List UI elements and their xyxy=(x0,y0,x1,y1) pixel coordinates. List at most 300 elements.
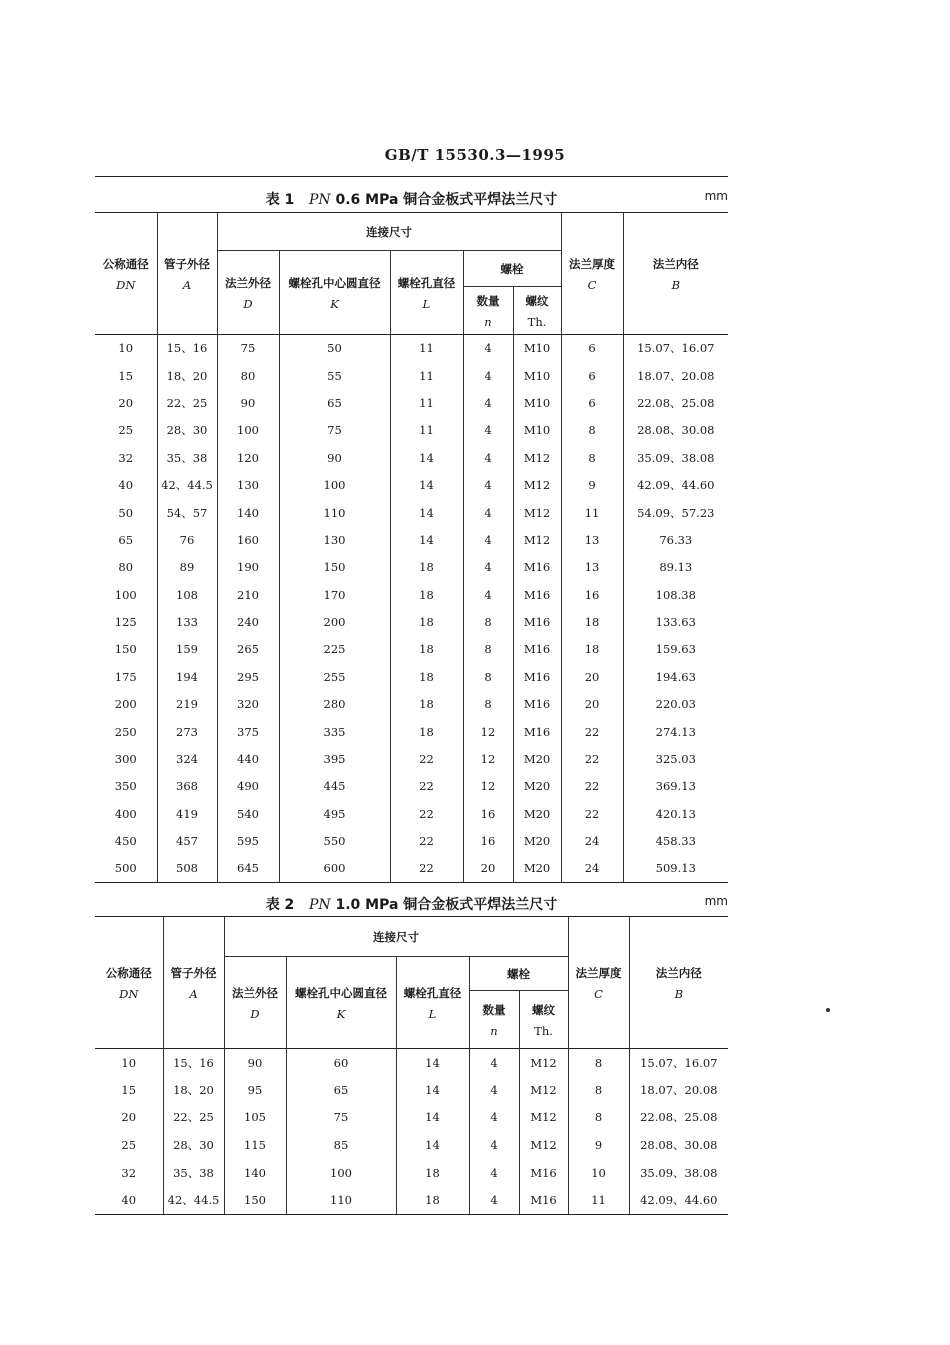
thickness-cell: 13 xyxy=(561,526,623,553)
dn-cell: 80 xyxy=(95,554,157,581)
bolt-hole-cell: 22 xyxy=(390,773,463,800)
bolt-hole-cell: 14 xyxy=(390,499,463,526)
dn-cell: 200 xyxy=(95,691,157,718)
bolt-circle-cell: 445 xyxy=(279,773,390,800)
bolt-thread-cell: M16 xyxy=(519,1186,568,1214)
pipe-od-cell: 22、25 xyxy=(163,1104,224,1132)
table-row xyxy=(95,1076,728,1104)
thickness-cell: 24 xyxy=(561,855,623,882)
thickness-cell: 6 xyxy=(561,335,623,362)
table2-body xyxy=(95,1049,728,1215)
table-row xyxy=(95,554,728,581)
flange-od-cell: 130 xyxy=(217,471,279,498)
bolt-thread-cell: M10 xyxy=(513,389,561,416)
bolt-qty-cell: 4 xyxy=(469,1159,519,1187)
pipe-od-cell: 508 xyxy=(157,855,217,882)
table1-caption xyxy=(95,189,728,209)
dn-cell: 10 xyxy=(95,1049,163,1077)
pipe-od-cell: 194 xyxy=(157,663,217,690)
thickness-cell: 22 xyxy=(561,718,623,745)
dn-cell: 150 xyxy=(95,636,157,663)
flange-id-cell: 54.09、57.23 xyxy=(623,499,728,526)
flange-id-cell: 28.08、30.08 xyxy=(623,417,728,444)
flange-id-cell: 42.09、44.60 xyxy=(629,1186,728,1214)
bolt-hole-cell: 22 xyxy=(390,855,463,882)
bolt-hole-cell: 14 xyxy=(396,1049,469,1077)
flange-od-cell: 115 xyxy=(224,1131,286,1159)
thickness-cell: 18 xyxy=(561,608,623,635)
dn-cell: 250 xyxy=(95,718,157,745)
dn-cell: 125 xyxy=(95,608,157,635)
bolt-circle-cell: 600 xyxy=(279,855,390,882)
bolt-thread-cell: M20 xyxy=(513,800,561,827)
pipe-od-cell: 76 xyxy=(157,526,217,553)
bolt-thread-cell: M12 xyxy=(519,1076,568,1104)
bolt-thread-cell: M16 xyxy=(513,581,561,608)
bolt-thread-cell: M16 xyxy=(513,663,561,690)
bolt-thread-cell: M12 xyxy=(519,1049,568,1077)
connection-header: 连接尺寸 xyxy=(224,917,568,957)
bolt-qty-cell: 4 xyxy=(469,1049,519,1077)
thickness-cell: 22 xyxy=(561,773,623,800)
pipe-od-cell: 42、44.5 xyxy=(163,1186,224,1214)
dn-header: 公称通径 DN xyxy=(95,917,163,1049)
pipe-od-cell: 457 xyxy=(157,828,217,855)
bolt-thread-cell: M16 xyxy=(513,718,561,745)
thickness-cell: 11 xyxy=(561,499,623,526)
thickness-cell: 9 xyxy=(568,1131,629,1159)
bolt-header: 螺栓 xyxy=(463,251,561,287)
bolt-hole-cell: 18 xyxy=(390,581,463,608)
table2 xyxy=(95,916,728,1215)
page-header: GB/T 15530.3—1995 xyxy=(384,146,566,164)
bolt-hole-cell: 22 xyxy=(390,800,463,827)
pipe-od-cell: 18、20 xyxy=(163,1076,224,1104)
table1-head xyxy=(95,213,728,335)
flange-id-cell: 220.03 xyxy=(623,691,728,718)
flange-id-cell: 325.03 xyxy=(623,745,728,772)
table-row xyxy=(95,1131,728,1159)
table-row xyxy=(95,636,728,663)
bolt-hole-cell: 18 xyxy=(390,663,463,690)
bolt-hole-header: 螺栓孔直径 L xyxy=(396,957,469,1049)
bolt-circle-cell: 495 xyxy=(279,800,390,827)
pipe-od-header: 管子外径 A xyxy=(157,213,217,335)
connection-header: 连接尺寸 xyxy=(217,213,561,251)
flange-od-cell: 240 xyxy=(217,608,279,635)
bolt-thread-cell: M12 xyxy=(513,444,561,471)
flange-id-cell: 420.13 xyxy=(623,800,728,827)
table1-title xyxy=(95,189,728,209)
table1-number: 表 1 xyxy=(265,192,295,208)
bolt-circle-cell: 170 xyxy=(279,581,390,608)
dn-cell: 20 xyxy=(95,389,157,416)
pipe-od-cell: 35、38 xyxy=(157,444,217,471)
thickness-cell: 11 xyxy=(568,1186,629,1214)
bolt-thread-cell: M16 xyxy=(513,636,561,663)
dn-cell: 10 xyxy=(95,335,157,362)
flange-id-cell: 28.08、30.08 xyxy=(629,1131,728,1159)
dn-cell: 400 xyxy=(95,800,157,827)
pipe-od-cell: 419 xyxy=(157,800,217,827)
flange-od-cell: 210 xyxy=(217,581,279,608)
flange-od-header: 法兰外径 D xyxy=(217,251,279,335)
bolt-circle-cell: 130 xyxy=(279,526,390,553)
table-row xyxy=(95,471,728,498)
flange-id-cell: 18.07、20.08 xyxy=(629,1076,728,1104)
dn-cell: 300 xyxy=(95,745,157,772)
table-row xyxy=(95,855,728,882)
bolt-qty-cell: 8 xyxy=(463,691,513,718)
flange-od-cell: 440 xyxy=(217,745,279,772)
table1-pn: PN xyxy=(308,192,331,208)
flange-od-cell: 645 xyxy=(217,855,279,882)
flange-od-cell: 80 xyxy=(217,362,279,389)
table2-unit: mm xyxy=(704,894,728,908)
bolt-header: 螺栓 xyxy=(469,957,568,991)
bolt-thread-cell: M16 xyxy=(513,608,561,635)
bolt-thread-cell: M10 xyxy=(513,417,561,444)
flange-od-header: 法兰外径 D xyxy=(224,957,286,1049)
flange-od-cell: 375 xyxy=(217,718,279,745)
bolt-qty-cell: 4 xyxy=(463,499,513,526)
thickness-cell: 8 xyxy=(568,1076,629,1104)
flange-od-cell: 265 xyxy=(217,636,279,663)
bolt-circle-cell: 110 xyxy=(279,499,390,526)
table-row xyxy=(95,663,728,690)
flange-od-cell: 90 xyxy=(217,389,279,416)
table1-unit: mm xyxy=(704,189,728,203)
table-row xyxy=(95,1186,728,1214)
flange-id-cell: 35.09、38.08 xyxy=(623,444,728,471)
flange-od-cell: 190 xyxy=(217,554,279,581)
dn-cell: 32 xyxy=(95,1159,163,1187)
bolt-hole-cell: 14 xyxy=(396,1104,469,1132)
table1-body xyxy=(95,335,728,883)
table-row xyxy=(95,389,728,416)
bolt-qty-cell: 4 xyxy=(469,1131,519,1159)
table2-title xyxy=(95,894,728,914)
bolt-circle-cell: 75 xyxy=(279,417,390,444)
bolt-circle-cell: 50 xyxy=(279,335,390,362)
pipe-od-cell: 15、16 xyxy=(163,1049,224,1077)
bolt-circle-header: 螺栓孔中心圆直径 K xyxy=(279,251,390,335)
bolt-hole-cell: 14 xyxy=(396,1131,469,1159)
flange-od-cell: 320 xyxy=(217,691,279,718)
bolt-hole-cell: 14 xyxy=(390,526,463,553)
table-row xyxy=(95,773,728,800)
flange-id-cell: 22.08、25.08 xyxy=(623,389,728,416)
pipe-od-cell: 28、30 xyxy=(163,1131,224,1159)
bolt-qty-cell: 4 xyxy=(469,1186,519,1214)
pipe-od-cell: 273 xyxy=(157,718,217,745)
bolt-thread-cell: M20 xyxy=(513,855,561,882)
bolt-hole-cell: 11 xyxy=(390,335,463,362)
table2-pn: PN xyxy=(308,897,331,913)
pipe-od-cell: 89 xyxy=(157,554,217,581)
table-row xyxy=(95,828,728,855)
thickness-cell: 10 xyxy=(568,1159,629,1187)
bolt-thread-cell: M12 xyxy=(513,499,561,526)
pipe-od-cell: 133 xyxy=(157,608,217,635)
bolt-hole-cell: 18 xyxy=(390,718,463,745)
dn-cell: 20 xyxy=(95,1104,163,1132)
flange-id-cell: 369.13 xyxy=(623,773,728,800)
bolt-circle-cell: 225 xyxy=(279,636,390,663)
table-row xyxy=(95,718,728,745)
bolt-thread-cell: M20 xyxy=(513,773,561,800)
dn-cell: 40 xyxy=(95,1186,163,1214)
bolt-hole-cell: 18 xyxy=(396,1159,469,1187)
table-row xyxy=(95,1159,728,1187)
bolt-thread-cell: M20 xyxy=(513,745,561,772)
bolt-qty-cell: 12 xyxy=(463,773,513,800)
dn-header: 公称通径 DN xyxy=(95,213,157,335)
flange-id-cell: 133.63 xyxy=(623,608,728,635)
thickness-cell: 22 xyxy=(561,800,623,827)
bolt-qty-cell: 8 xyxy=(463,636,513,663)
flange-od-cell: 120 xyxy=(217,444,279,471)
flange-id-cell: 159.63 xyxy=(623,636,728,663)
flange-od-cell: 75 xyxy=(217,335,279,362)
pipe-od-cell: 18、20 xyxy=(157,362,217,389)
bolt-hole-cell: 22 xyxy=(390,828,463,855)
flange-id-cell: 194.63 xyxy=(623,663,728,690)
dn-cell: 500 xyxy=(95,855,157,882)
bolt-hole-cell: 14 xyxy=(396,1076,469,1104)
thickness-cell: 8 xyxy=(561,417,623,444)
flange-od-cell: 140 xyxy=(224,1159,286,1187)
bolt-hole-cell: 18 xyxy=(390,636,463,663)
bolt-hole-cell: 11 xyxy=(390,389,463,416)
flange-id-cell: 76.33 xyxy=(623,526,728,553)
pipe-od-cell: 368 xyxy=(157,773,217,800)
bolt-circle-cell: 55 xyxy=(279,362,390,389)
bolt-thread-cell: M12 xyxy=(519,1104,568,1132)
flange-id-cell: 35.09、38.08 xyxy=(629,1159,728,1187)
table-row xyxy=(95,499,728,526)
bolt-qty-cell: 4 xyxy=(463,471,513,498)
table-row xyxy=(95,608,728,635)
table2-head xyxy=(95,917,728,1049)
bolt-qty-cell: 4 xyxy=(463,526,513,553)
thickness-cell: 20 xyxy=(561,663,623,690)
bolt-qty-cell: 16 xyxy=(463,828,513,855)
pipe-od-cell: 108 xyxy=(157,581,217,608)
flange-od-cell: 595 xyxy=(217,828,279,855)
flange-id-cell: 458.33 xyxy=(623,828,728,855)
bolt-circle-cell: 335 xyxy=(279,718,390,745)
bolt-qty-cell: 4 xyxy=(463,362,513,389)
bolt-qty-cell: 12 xyxy=(463,718,513,745)
flange-od-cell: 105 xyxy=(224,1104,286,1132)
pipe-od-cell: 219 xyxy=(157,691,217,718)
table2-title-text: 1.0 MPa 铜合金板式平焊法兰尺寸 xyxy=(335,897,558,913)
bolt-circle-header: 螺栓孔中心圆直径 K xyxy=(286,957,396,1049)
dn-cell: 40 xyxy=(95,471,157,498)
dn-cell: 15 xyxy=(95,362,157,389)
bolt-circle-cell: 150 xyxy=(279,554,390,581)
bolt-thread-cell: M10 xyxy=(513,335,561,362)
flange-id-cell: 42.09、44.60 xyxy=(623,471,728,498)
flange-id-cell: 22.08、25.08 xyxy=(629,1104,728,1132)
table-row xyxy=(95,1104,728,1132)
thickness-cell: 9 xyxy=(561,471,623,498)
bolt-qty-cell: 16 xyxy=(463,800,513,827)
bolt-circle-cell: 110 xyxy=(286,1186,396,1214)
bolt-qty-cell: 8 xyxy=(463,608,513,635)
bolt-qty-header: 数量 n xyxy=(469,991,519,1049)
bolt-circle-cell: 395 xyxy=(279,745,390,772)
pipe-od-cell: 15、16 xyxy=(157,335,217,362)
table2-caption xyxy=(95,894,728,914)
dn-cell: 350 xyxy=(95,773,157,800)
thickness-cell: 8 xyxy=(568,1104,629,1132)
dn-cell: 15 xyxy=(95,1076,163,1104)
bolt-hole-cell: 11 xyxy=(390,362,463,389)
bolt-qty-cell: 20 xyxy=(463,855,513,882)
bolt-circle-cell: 200 xyxy=(279,608,390,635)
thickness-header: 法兰厚度 C xyxy=(561,213,623,335)
bolt-circle-cell: 255 xyxy=(279,663,390,690)
table-row xyxy=(95,444,728,471)
bolt-hole-cell: 18 xyxy=(390,554,463,581)
bolt-circle-cell: 100 xyxy=(286,1159,396,1187)
bolt-qty-cell: 12 xyxy=(463,745,513,772)
bolt-circle-cell: 280 xyxy=(279,691,390,718)
flange-id-header: 法兰内径 B xyxy=(623,213,728,335)
bolt-hole-cell: 18 xyxy=(390,691,463,718)
bolt-thread-cell: M20 xyxy=(513,828,561,855)
flange-od-cell: 150 xyxy=(224,1186,286,1214)
table-row xyxy=(95,691,728,718)
bolt-thread-cell: M12 xyxy=(513,526,561,553)
bolt-circle-cell: 100 xyxy=(279,471,390,498)
bolt-hole-cell: 14 xyxy=(390,444,463,471)
bolt-qty-cell: 4 xyxy=(469,1076,519,1104)
pipe-od-cell: 35、38 xyxy=(163,1159,224,1187)
flange-od-cell: 90 xyxy=(224,1049,286,1077)
bolt-thread-cell: M16 xyxy=(513,691,561,718)
table-row xyxy=(95,335,728,362)
flange-od-cell: 295 xyxy=(217,663,279,690)
bolt-thread-cell: M16 xyxy=(519,1159,568,1187)
dn-cell: 25 xyxy=(95,1131,163,1159)
bolt-hole-cell: 22 xyxy=(390,745,463,772)
table-row xyxy=(95,362,728,389)
bolt-qty-cell: 4 xyxy=(463,581,513,608)
flange-id-cell: 18.07、20.08 xyxy=(623,362,728,389)
bolt-thread-cell: M12 xyxy=(519,1131,568,1159)
dn-cell: 65 xyxy=(95,526,157,553)
bolt-thread-cell: M10 xyxy=(513,362,561,389)
bolt-qty-header: 数量 n xyxy=(463,287,513,335)
bolt-thread-header: 螺纹 Th. xyxy=(513,287,561,335)
thickness-cell: 8 xyxy=(568,1049,629,1077)
thickness-cell: 24 xyxy=(561,828,623,855)
pipe-od-cell: 324 xyxy=(157,745,217,772)
flange-id-cell: 15.07、16.07 xyxy=(623,335,728,362)
bolt-hole-cell: 18 xyxy=(390,608,463,635)
thickness-cell: 8 xyxy=(561,444,623,471)
flange-od-cell: 140 xyxy=(217,499,279,526)
header-rule xyxy=(95,176,728,177)
flange-id-cell: 274.13 xyxy=(623,718,728,745)
table-row xyxy=(95,800,728,827)
dn-cell: 50 xyxy=(95,499,157,526)
table-row xyxy=(95,526,728,553)
thickness-cell: 22 xyxy=(561,745,623,772)
pipe-od-cell: 159 xyxy=(157,636,217,663)
thickness-cell: 16 xyxy=(561,581,623,608)
bolt-circle-cell: 90 xyxy=(279,444,390,471)
bolt-circle-cell: 65 xyxy=(279,389,390,416)
flange-id-header: 法兰内径 B xyxy=(629,917,728,1049)
flange-od-cell: 540 xyxy=(217,800,279,827)
bolt-thread-cell: M12 xyxy=(513,471,561,498)
dn-cell: 175 xyxy=(95,663,157,690)
pipe-od-header: 管子外径 A xyxy=(163,917,224,1049)
table-row xyxy=(95,417,728,444)
flange-od-cell: 160 xyxy=(217,526,279,553)
thickness-cell: 20 xyxy=(561,691,623,718)
pipe-od-cell: 54、57 xyxy=(157,499,217,526)
scan-dot xyxy=(826,1008,830,1012)
pipe-od-cell: 28、30 xyxy=(157,417,217,444)
flange-id-cell: 509.13 xyxy=(623,855,728,882)
thickness-header: 法兰厚度 C xyxy=(568,917,629,1049)
table2-number: 表 2 xyxy=(265,897,295,913)
bolt-qty-cell: 4 xyxy=(463,417,513,444)
pipe-od-cell: 42、44.5 xyxy=(157,471,217,498)
bolt-qty-cell: 4 xyxy=(463,444,513,471)
bolt-qty-cell: 8 xyxy=(463,663,513,690)
thickness-cell: 6 xyxy=(561,362,623,389)
bolt-qty-cell: 4 xyxy=(463,554,513,581)
dn-cell: 100 xyxy=(95,581,157,608)
table-row xyxy=(95,1049,728,1077)
flange-od-cell: 95 xyxy=(224,1076,286,1104)
bolt-circle-cell: 85 xyxy=(286,1131,396,1159)
thickness-cell: 13 xyxy=(561,554,623,581)
table1 xyxy=(95,212,728,883)
thickness-cell: 18 xyxy=(561,636,623,663)
bolt-circle-cell: 60 xyxy=(286,1049,396,1077)
pipe-od-cell: 22、25 xyxy=(157,389,217,416)
table-row xyxy=(95,745,728,772)
bolt-qty-cell: 4 xyxy=(463,335,513,362)
dn-cell: 32 xyxy=(95,444,157,471)
bolt-circle-cell: 65 xyxy=(286,1076,396,1104)
bolt-hole-cell: 11 xyxy=(390,417,463,444)
table1-title-text: 0.6 MPa 铜合金板式平焊法兰尺寸 xyxy=(335,192,558,208)
bolt-thread-header: 螺纹 Th. xyxy=(519,991,568,1049)
thickness-cell: 6 xyxy=(561,389,623,416)
flange-id-cell: 108.38 xyxy=(623,581,728,608)
flange-od-cell: 100 xyxy=(217,417,279,444)
dn-cell: 25 xyxy=(95,417,157,444)
bolt-hole-header: 螺栓孔直径 L xyxy=(390,251,463,335)
flange-id-cell: 89.13 xyxy=(623,554,728,581)
bolt-qty-cell: 4 xyxy=(463,389,513,416)
flange-od-cell: 490 xyxy=(217,773,279,800)
bolt-thread-cell: M16 xyxy=(513,554,561,581)
bolt-circle-cell: 550 xyxy=(279,828,390,855)
table-row xyxy=(95,581,728,608)
bolt-qty-cell: 4 xyxy=(469,1104,519,1132)
bolt-hole-cell: 18 xyxy=(396,1186,469,1214)
bolt-circle-cell: 75 xyxy=(286,1104,396,1132)
